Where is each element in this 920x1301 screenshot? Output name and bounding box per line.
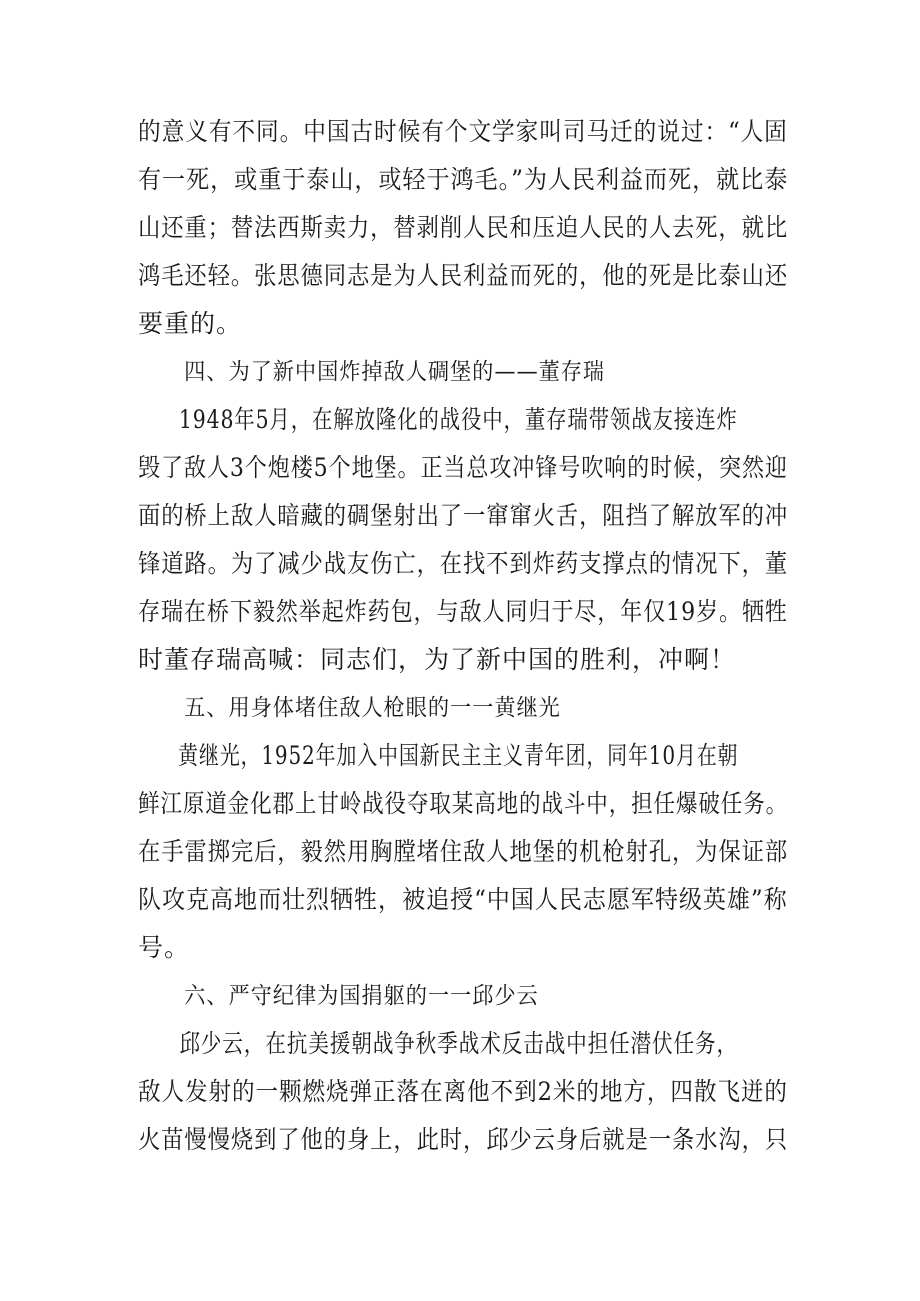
text-line: 号。 — [138, 933, 191, 962]
section-heading-dong-cunrui — [138, 348, 788, 396]
text-line: 火苗慢慢烧到了他的身上，此时，邱少云身后就是一条水沟，只 — [138, 1125, 789, 1154]
text-line: 黄继光，1952年加入中国新民主主义青年团，同年10月在朝 — [178, 741, 739, 770]
paragraph-huang-jiguang — [138, 732, 788, 780]
text-line: 面的桥上敌人暗藏的碉堡射出了一窜窜火舌，阻挡了解放军的冲 — [138, 501, 789, 530]
text-line: 毁了敌人3个炮楼5个地堡。正当总攻冲锋号吹响的时候，突然迎 — [138, 453, 788, 482]
section-heading-qiu-shaoyun — [138, 972, 788, 1020]
text-line: 存瑞在桥下毅然举起炸药包，与敌人同归于尽，年仅19岁。牺牲 — [138, 597, 788, 626]
document-body — [138, 108, 788, 1164]
text-line: 鸿毛还轻。张思德同志是为人民利益而死的，他的死是比泰山还 — [138, 261, 789, 290]
text-line: 的意义有不同。中国古时候有个文学家叫司马迁的说过：“人固 — [138, 117, 788, 146]
text-line: 1948年5月，在解放隆化的战役中，董存瑞带领战友接连炸 — [178, 405, 738, 434]
text-line: 在手雷掷完后，毅然用胸膛堵住敌人地堡的机枪射孔，为保证部 — [138, 837, 789, 866]
text-line: 时董存瑞高喊：同志们，为了新中国的胜利，冲啊！ — [138, 645, 737, 674]
paragraph-qiu-shaoyun — [138, 1020, 788, 1068]
paragraph-sima-qian-quote — [138, 108, 788, 348]
paragraph-dong-cunrui — [138, 396, 788, 444]
text-line: 邱少云，在抗美援朝战争秋季战术反击战中担任潜伏任务， — [179, 1029, 738, 1058]
paragraph-qiu-shaoyun-cont — [138, 1068, 788, 1164]
text-line: 队攻克高地而壮烈牺牲，被追授“中国人民志愿军特级英雄”称 — [138, 885, 788, 914]
section-heading-huang-jiguang — [138, 684, 788, 732]
heading-text: 五、用身体堵住敌人枪眼的一一黄继光 — [184, 695, 561, 721]
text-line: 山还重；替法西斯卖力，替剥削人民和压迫人民的人去死，就比 — [138, 213, 789, 242]
heading-text: 四、为了新中国炸掉敌人碉堡的——董存瑞 — [184, 359, 606, 385]
text-line: 锋道路。为了减少战友伤亡，在找不到炸药支撑点的情况下，董 — [138, 549, 789, 578]
text-line: 有一死，或重于泰山，或轻于鸿毛。”为人民利益而死，就比泰 — [138, 165, 789, 194]
text-line: 敌人发射的一颗燃烧弹正落在离他不到2米的地方，四散飞迸的 — [138, 1077, 788, 1106]
text-line: 要重的。 — [138, 309, 243, 338]
heading-text: 六、严守纪律为国捐躯的一一邱少云 — [184, 983, 539, 1009]
paragraph-dong-cunrui-cont — [138, 444, 788, 684]
paragraph-huang-jiguang-cont — [138, 780, 788, 972]
text-line: 鲜江原道金化郡上甘岭战役夺取某高地的战斗中，担任爆破任务。 — [138, 789, 789, 818]
